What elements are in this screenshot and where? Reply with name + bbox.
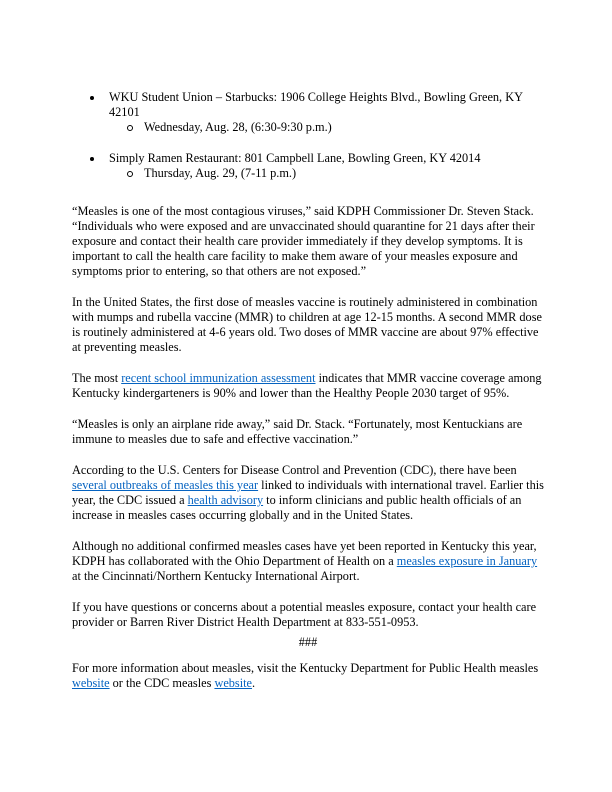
location-1-place: WKU Student Union – Starbucks: 1906 College Heights Blvd., Bowling Green, KY 42101 — [109, 90, 523, 119]
section-separator: ### — [298, 635, 318, 649]
health-advisory-link[interactable]: health advisory — [187, 493, 264, 507]
bullet-item-location-2 — [72, 151, 544, 166]
measles-exposure-january-link[interactable]: measles exposure in January — [396, 554, 538, 568]
paragraph-immunization-assessment: The most recent school immunization assessment indicates that MMR vaccine coverage among Kentucky kindergarteners is 90% and lower than the Healthy People 2030 target of 95%. — [72, 371, 542, 400]
hollow-circle-bullet-icon — [127, 125, 133, 131]
cdc-website-link[interactable]: website — [214, 676, 253, 690]
bullet-dot-icon — [90, 157, 94, 161]
sub-bullet-location-1-time — [72, 120, 544, 135]
paragraph-airplane-quote: “Measles is only an airplane ride away,” said Dr. Stack. “Fortunately, most Kentuckians are immune to measles due to safe and effective vaccination.” — [72, 417, 523, 446]
location-2-place: Simply Ramen Restaurant: 801 Campbell Lane, Bowling Green, KY 42014 — [109, 151, 481, 165]
document-body — [72, 90, 544, 691]
immunization-assessment-link[interactable]: recent school immunization assessment — [121, 371, 316, 385]
paragraph-cdc-outbreaks: According to the U.S. Centers for Disease Control and Prevention (CDC), there have been several outbreaks of measles this year linked to individuals with international travel. Earlier this year, the CDC issued a health advisory to inform clinicians and public health officials of an increase in measles cases occurring globally and in the United States. — [72, 463, 544, 522]
bullet-dot-icon — [90, 96, 94, 100]
bullet-item-location-1 — [72, 90, 544, 120]
paragraph-contact-info: If you have questions or concerns about a potential measles exposure, contact your health care provider or Barren River District Health Department at 833-551-0953. — [72, 600, 537, 629]
paragraph-stack-quote: “Measles is one of the most contagious viruses,” said KDPH Commissioner Dr. Steven Stack. “Individuals who were exposed and are unvaccinated should quarantine for 21 days after their exposure and contact their health care provider immediately if they develop symptoms. It is important to call the health care facility to make them aware of your measles exposure and symptoms prior to entering, so that others are not exposed.” — [72, 204, 535, 278]
location-2-time: Thursday, Aug. 29, (7-11 p.m.) — [144, 166, 297, 180]
measles-outbreaks-link[interactable]: several outbreaks of measles this year — [72, 478, 259, 492]
paragraph-vaccine-schedule: In the United States, the first dose of measles vaccine is routinely administered in combination with mumps and rubella vaccine (MMR) to children at age 12-15 months. A second MMR dose is routinely administered at 4-6 years old. Two doses of MMR vaccine are about 97% effective at preventing measles. — [72, 295, 542, 354]
hollow-circle-bullet-icon — [127, 171, 133, 177]
paragraph-more-info: For more information about measles, visit the Kentucky Department for Public Health measles website or the CDC measles website. — [72, 661, 539, 690]
kdph-website-link[interactable]: website — [72, 676, 110, 690]
location-1-time: Wednesday, Aug. 28, (6:30-9:30 p.m.) — [144, 120, 332, 134]
paragraph-ohio-collaboration: Although no additional confirmed measles cases have yet been reported in Kentucky this year, KDPH has collaborated with the Ohio Department of Health on a measles exposure in January at the Cincinnati/Northern Kentucky International Airport. — [72, 539, 538, 583]
sub-bullet-location-2-time — [72, 166, 544, 181]
